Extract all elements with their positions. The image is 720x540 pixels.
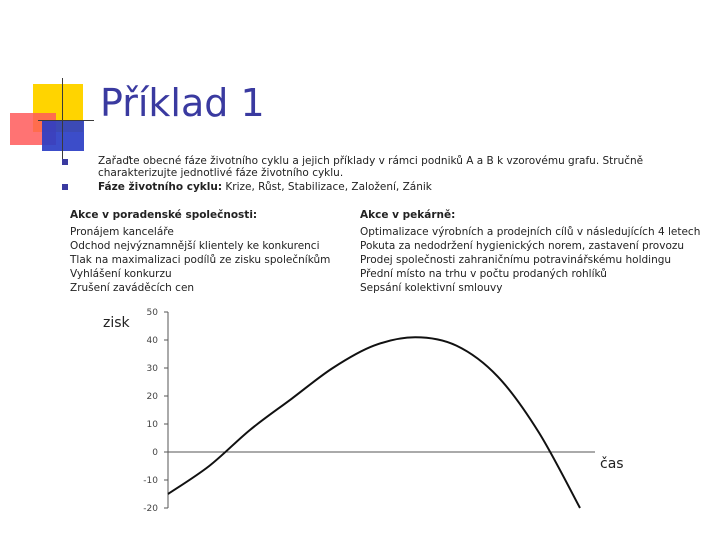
consulting-actions bbox=[70, 208, 340, 295]
y-axis-label: zisk bbox=[103, 315, 130, 331]
list-item: Odchod nejvýznamnější klientely ke konkurenci bbox=[70, 240, 320, 252]
life-cycle-chart bbox=[0, 300, 720, 540]
y-tick-label: 10 bbox=[146, 420, 158, 430]
phases-value: Krize, Růst, Stabilizace, Založení, Zánik bbox=[222, 181, 432, 193]
decor-blue-square bbox=[42, 121, 84, 151]
bakery-heading: Akce v pekárně: bbox=[360, 209, 456, 221]
y-tick-label: 30 bbox=[146, 364, 158, 374]
task-instructions: Zařaďte obecné fáze životního cyklu a jejich příklady v rámci podniků A a B k vzorovému grafu. Stručně charakterizujte jednotlivé fáze životního cyklu. bbox=[98, 155, 644, 179]
y-ticks bbox=[143, 308, 168, 514]
list-item: Prodej společnosti zahraničnímu potravinářskému holdingu bbox=[360, 254, 672, 266]
decor-vertical-line bbox=[62, 78, 63, 160]
list-item: Zrušení zaváděcích cen bbox=[70, 282, 195, 294]
y-tick-label: 40 bbox=[146, 336, 158, 346]
x-axis-label: čas bbox=[600, 456, 624, 472]
y-tick-label: -20 bbox=[143, 504, 158, 514]
list-item: Vyhlášení konkurzu bbox=[70, 268, 172, 280]
phases-line bbox=[98, 181, 432, 193]
chart-canvas bbox=[0, 300, 720, 540]
list-item: Tlak na maximalizaci podílů ze zisku společníkům bbox=[70, 254, 331, 266]
list-item: Pokuta za nedodržení hygienických norem, zastavení provozu bbox=[360, 240, 685, 252]
profit-curve bbox=[168, 337, 580, 508]
phases-label: Fáze životního cyklu: bbox=[98, 181, 223, 193]
list-item: Pronájem kanceláře bbox=[70, 226, 174, 238]
consulting-heading: Akce v poradenské společnosti: bbox=[70, 209, 258, 221]
y-tick-label: -10 bbox=[143, 476, 158, 486]
decor-horizontal-line bbox=[38, 120, 94, 121]
y-tick-label: 0 bbox=[152, 448, 158, 458]
bullet-square-icon bbox=[62, 184, 68, 190]
page-title: Příklad 1 bbox=[100, 81, 265, 125]
list-item: Optimalizace výrobních a prodejních cílů v následujících 4 letech bbox=[360, 226, 701, 238]
bullet-square-icon bbox=[62, 159, 68, 165]
list-item: Sepsání kolektivní smlouvy bbox=[360, 282, 503, 294]
y-tick-label: 20 bbox=[146, 392, 158, 402]
list-item: Přední místo na trhu v počtu prodaných rohlíků bbox=[360, 268, 607, 280]
bakery-actions bbox=[360, 208, 705, 295]
y-tick-label: 50 bbox=[146, 308, 158, 318]
